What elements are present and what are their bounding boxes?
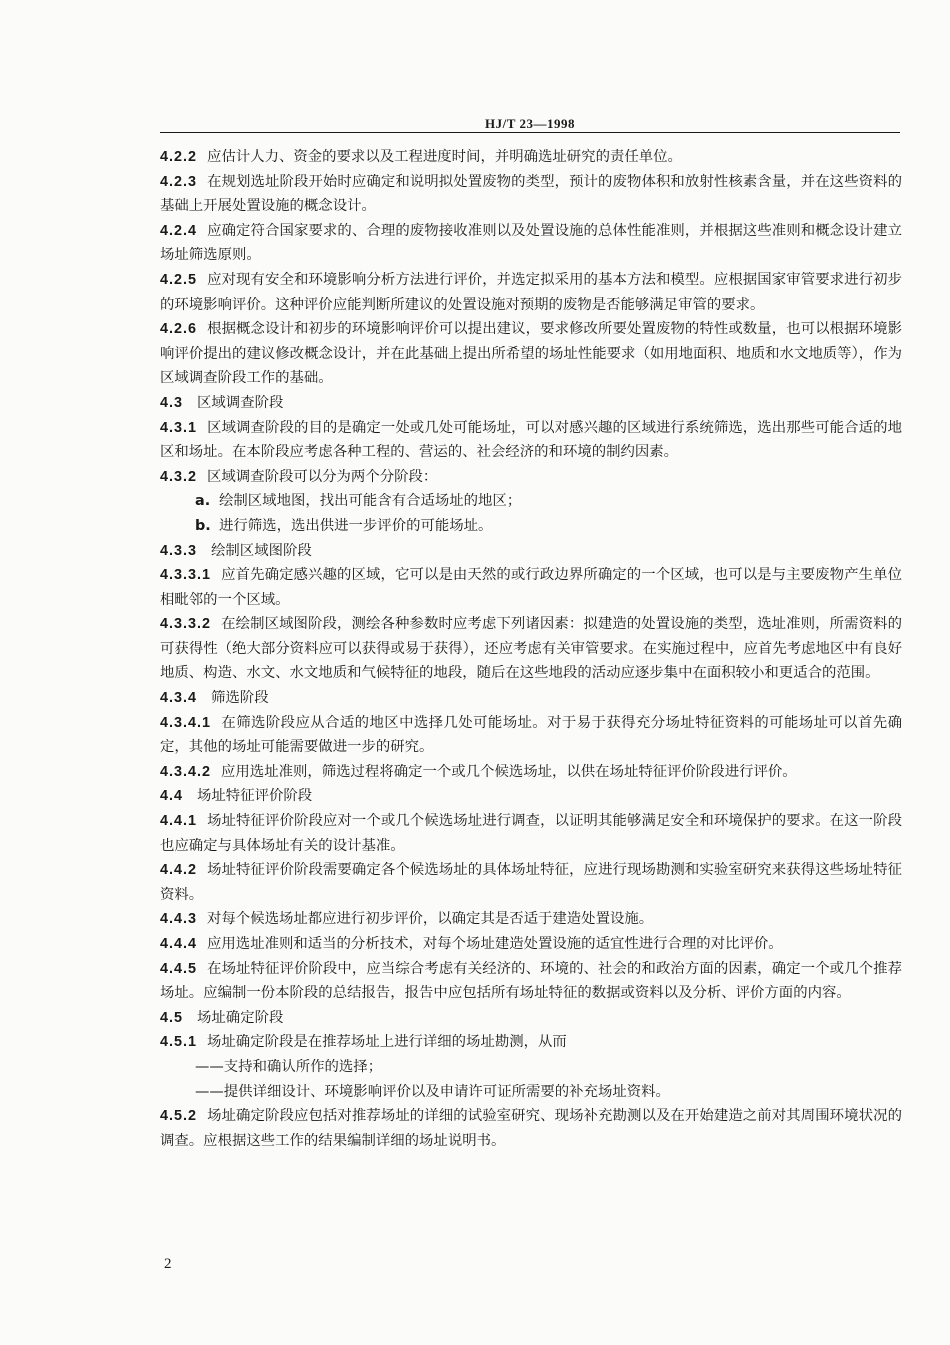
clause-paragraph [160, 612, 902, 686]
clause-number: 4.5.1 [160, 1034, 198, 1051]
clause-number: 4.5 [160, 1009, 184, 1026]
clause-number: 4.2.3 [160, 173, 198, 190]
clause-number: 4.3.3.2 [160, 616, 212, 633]
clause-number: 4.4.4 [160, 936, 198, 952]
clause-number: 4.4.5 [160, 960, 198, 977]
dash-item: ——支持和确认所作的选择； [195, 1058, 383, 1075]
clause-text: 场址确定阶段应包括对推荐场址的详细的试验室研究、现场补充勘测以及在开始建造之前对其周围环境状况的调查。应根据这些工作的结果编制详细的场址说明书。 [160, 1108, 902, 1149]
section-heading [160, 784, 902, 809]
clause-number: 4.4 [160, 788, 184, 805]
section-heading [160, 539, 902, 564]
clause-paragraph [160, 760, 902, 785]
clause-number: 4.3.2 [160, 468, 198, 485]
clause-paragraph [160, 858, 902, 907]
clause-text: 应首先确定感兴趣的区域，它可以是由天然的或行政边界所确定的一个区域，也可以是与主要废物产生单位相毗邻的一个区域。 [160, 567, 902, 608]
section-heading [160, 391, 902, 416]
clause-number: 4.4.3 [160, 911, 198, 928]
clause-number: 4.2.4 [160, 222, 198, 239]
clause-paragraph [160, 465, 902, 490]
clause-text: 在规划选址阶段开始时应确定和说明拟处置废物的类型，预计的废物体积和放射性核素含量，并在这些资料的基础上开展处置设施的概念设计。 [160, 173, 902, 215]
list-marker: a. [195, 493, 211, 510]
clause-paragraph [160, 145, 902, 170]
clause-text: 应用选址准则，筛选过程将确定一个或几个候选场址，以供在场址特征评价阶段进行评价。 [221, 763, 797, 780]
header-rule [160, 132, 900, 133]
clause-paragraph [160, 1030, 902, 1055]
clause-number: 4.5.2 [160, 1108, 198, 1125]
clause-paragraph [160, 268, 902, 317]
section-heading [160, 1006, 902, 1031]
clause-paragraph [160, 957, 902, 1006]
clause-text: 应确定符合国家要求的、合理的废物接收准则以及处置设施的总体性能准则，并根据这些准则和概念设计建立场址筛选原则。 [160, 222, 902, 264]
page-number: 2 [164, 1256, 172, 1272]
clause-text: 场址特征评价阶段需要确定各个候选场址的具体场址特征，应进行现场勘测和实验室研究来获得这些场址特征资料。 [160, 862, 902, 903]
clause-paragraph [160, 809, 902, 858]
clause-paragraph [160, 1104, 902, 1153]
clause-text: 应估计人力、资金的要求以及工程进度时间，并明确选址研究的责任单位。 [207, 149, 682, 165]
clause-text: 应用选址准则和适当的分析技术，对每个场址建造处置设施的适宜性进行合理的对比评价。 [207, 936, 783, 952]
clause-paragraph [160, 907, 902, 932]
clause-number: 4.3.3 [160, 542, 198, 559]
clause-paragraph [160, 711, 902, 760]
clause-number: 4.3.4.1 [160, 714, 212, 731]
section-heading [160, 686, 902, 711]
clause-text: 在场址特征评价阶段中，应当综合考虑有关经济的、环境的、社会的和政治方面的因素，确定一个或几个推荐场址。应编制一份本阶段的总结报告，报告中应包括所有场址特征的数据或资料以及分析、评价方面的内容。 [160, 960, 902, 1002]
clause-paragraph [160, 317, 902, 391]
clause-number: 4.2.6 [160, 321, 198, 338]
clause-paragraph [160, 219, 902, 268]
clause-number: 4.3.3.1 [160, 567, 212, 584]
clause-paragraph [160, 563, 902, 612]
clause-number: 4.3.4 [160, 690, 198, 707]
dash-item: ——提供详细设计、环境影响评价以及申请许可证所需要的补充场址资料。 [195, 1083, 670, 1100]
clause-text: 场址特征评价阶段应对一个或几个候选场址进行调查，以证明其能够满足安全和环境保护的要求。在这一阶段也应确定与具体场址有关的设计基准。 [160, 813, 902, 854]
clause-text: 对每个候选场址都应进行初步评价，以确定其是否适于建造处置设施。 [207, 911, 654, 928]
list-marker: b. [195, 517, 211, 534]
list-item-text: 绘制区域地图，找出可能含有合适场址的地区； [219, 493, 522, 510]
list-item [160, 514, 902, 539]
heading-text: 区域调查阶段 [197, 394, 284, 411]
list-item-text: 进行筛选，选出供进一步评价的可能场址。 [219, 517, 493, 534]
clause-text: 根据概念设计和初步的环境影响评价可以提出建议，要求修改所要处置废物的特性或数量，也可以根据环境影响评价提出的建议修改概念设计，并在此基础上提出所希望的场址性能要求（如用地面积、地质和水文地质等），作为区域调查阶段工作的基础。 [160, 321, 902, 387]
clause-number: 4.3.4.2 [160, 763, 212, 780]
document-header: HJ/T 23—1998 [485, 116, 575, 131]
heading-text: 筛选阶段 [211, 690, 269, 707]
clause-text: 区域调查阶段可以分为两个分阶段： [207, 468, 438, 485]
heading-text: 绘制区域图阶段 [211, 542, 312, 559]
list-item [160, 489, 902, 514]
clause-number: 4.3.1 [160, 419, 198, 436]
clause-text: 应对现有安全和环境影响分析方法进行评价，并选定拟采用的基本方法和模型。应根据国家审管要求进行初步的环境影响评价。这种评价应能判断所建议的处置设施对预期的废物是否能够满足审管的要求。 [160, 271, 902, 313]
clause-text: 区域调查阶段的目的是确定一处或几处可能场址，可以对感兴趣的区域进行系统筛选，选出那些可能合适的地区和场址。在本阶段应考虑各种工程的、营运的、社会经济的和环境的制约因素。 [160, 419, 902, 461]
clause-text: 在筛选阶段应从合适的地区中选择几处可能场址。对于易于获得充分场址特征资料的可能场址可以首先确定，其他的场址可能需要做进一步的研究。 [160, 714, 902, 756]
clause-paragraph [160, 932, 902, 957]
clause-number: 4.4.2 [160, 862, 198, 879]
clause-number: 4.2.2 [160, 149, 198, 165]
heading-text: 场址确定阶段 [197, 1009, 284, 1026]
document-body [160, 145, 902, 1153]
clause-text: 在绘制区域图阶段，测绘各种参数时应考虑下列诸因素：拟建造的处置设施的类型，选址准则，所需资料的可获得性（绝大部分资料应可以获得或易于获得），还应考虑有关审管要求。在实施过程中，应首先考虑地区中有良好地质、构造、水文、水文地质和气候特征的地段，随后在这些地段的活动应逐步集中在面积较小和更适合的范围。 [160, 616, 902, 682]
clause-paragraph [160, 416, 902, 465]
clause-number: 4.4.1 [160, 813, 198, 830]
heading-text: 场址特征评价阶段 [197, 788, 313, 805]
clause-text: 场址确定阶段是在推荐场址上进行详细的场址勘测，从而 [207, 1034, 567, 1051]
clause-paragraph [160, 170, 902, 219]
clause-number: 4.3 [160, 394, 184, 411]
clause-number: 4.2.5 [160, 271, 198, 288]
